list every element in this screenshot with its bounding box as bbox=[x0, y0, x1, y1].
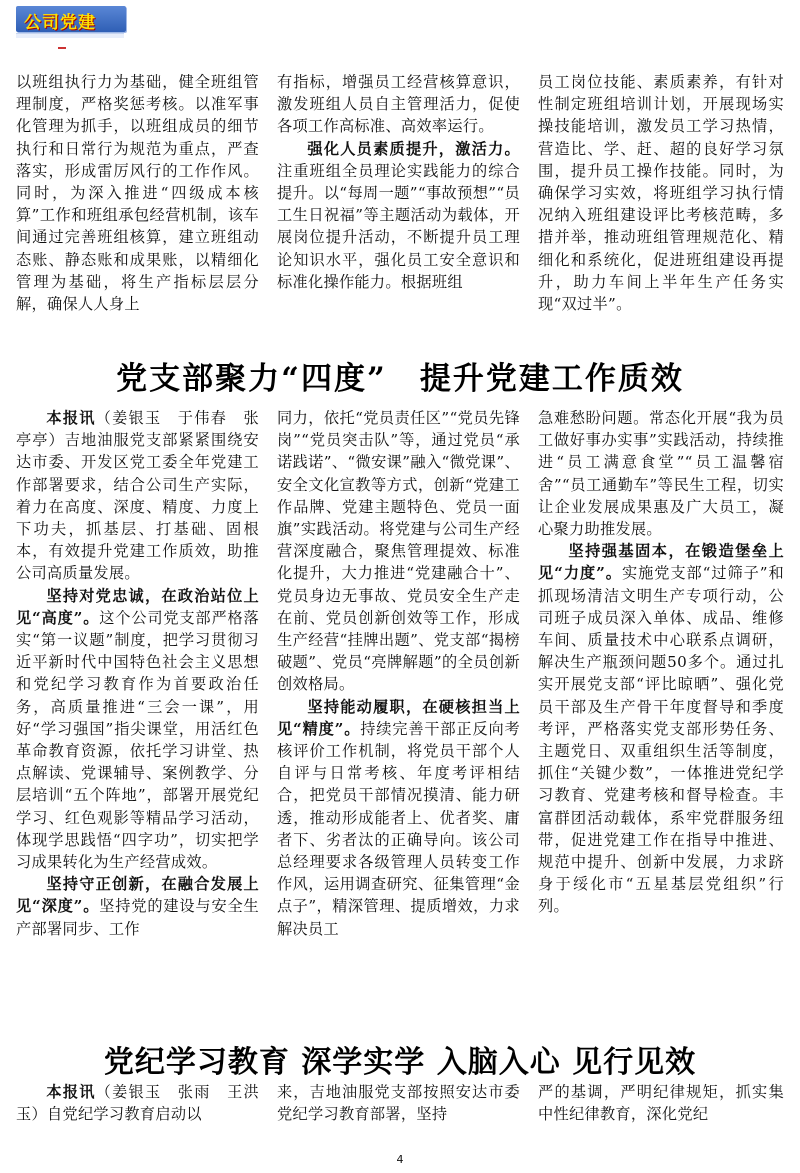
article3-column-2 bbox=[277, 1081, 520, 1125]
article2-subhead-precision: 坚持能动履职，在硬核担当上见“精度”。 bbox=[277, 697, 520, 738]
article3-col2-text: 来，吉地油服党支部按照安达市委党纪学习教育部署，坚持 bbox=[277, 1083, 520, 1124]
header-rule bbox=[16, 33, 124, 38]
article1-col2-paragraph bbox=[277, 138, 520, 293]
article2-col3-text-a: 急难愁盼问题。常态化开展“我为员工做好事办实事”实践活动，持续推进“员工满意食堂”“员工温馨宿舍”“员工通勤车”等民生工程，切实让企业发展成果惠及广大员工，凝心聚力助推发展。 bbox=[538, 409, 784, 539]
article2-strength-text: 实施党支部“过筛子”和抓现场清洁文明生产专项行动，公司班子成员深入单体、成品、维修车间、质量技术中心联系点调研，解决生产瓶颈问题50多个。通过扎实开展党支部“评比晾晒”、强化党员干部及生产骨干年度督导和季度考评，严格落实党支部形势任务、主题党日、双重组织生活等制度，抓住“关键少数”，一体推进党纪学习教育、党建考核和督导检查。丰富群团活动载体，系牢党群服务纽带，促进党建工作在指导中推进、规范中提升、创新中发展，力求跻身于绥化市“五星基层党组织”行列。 bbox=[538, 564, 784, 916]
section-tag-label: 公司党建 bbox=[24, 13, 96, 33]
article3-col3-text: 严的基调，严明纪律规矩，抓实集中性纪律教育，深化党纪 bbox=[538, 1083, 784, 1124]
page-number: 4 bbox=[396, 1153, 404, 1166]
article2-precision-paragraph bbox=[277, 696, 520, 940]
article3-column-1 bbox=[16, 1081, 259, 1125]
article2-height-text: 这个公司党支部严格落实“第一议题”制度，把学习贯彻习近平新时代中国特色社会主义思想和党纪学习教育作为首要政治任务，高质量推进“三会一课”，用好“学习强国”指尖课堂，用活红色革命教育资源，依托学习讲堂、热点解读、党课辅导、案例教学、分层培训“五个阵地”，部署开展党纪学习、红色观影等精品学习活动，体现学思践悟“四字功”，切实把学习成果转化为生产经营成效。 bbox=[16, 608, 259, 872]
article1-col3-text: 员工岗位技能、素质素养，有针对性制定班组培训计划，开展现场实操技能培训，激发员工学习热情，营造比、学、赶、超的良好学习氛围，提升员工操作技能。同时，为确保学习实效，将班组学习执行情况纳入班组建设评比考核范畴，多措并举，推动班组管理规范化、精细化和系统化，促进班组建设再提升，助力车间上半年生产任务实现“双过半”。 bbox=[538, 73, 784, 314]
article3-headline: 党纪学习教育 深学实学 入脑入心 见行见效 bbox=[103, 1045, 697, 1080]
article2-intro-paragraph bbox=[16, 407, 259, 585]
article3-byline-lead: 本报讯 bbox=[46, 1083, 96, 1101]
article1-column-1 bbox=[16, 71, 259, 315]
article2-byline-lead: 本报讯 bbox=[46, 409, 96, 427]
article2-intro-text: （姜银玉 于伟春 张亭亭）吉地油服党支部紧紧围绕安达市委、开发区党工委全年党建工作部署要求，结合公司生产实际，着力在高度、深度、精度、力度上下功夫，抓基层、打基础、固根本，有效提升党建工作质效，助推公司高质量发展。 bbox=[16, 409, 259, 583]
article2-headline: 党支部聚力“四度” 提升党建工作质效 bbox=[116, 361, 684, 397]
article1-col2-text-b: 注重班组全员理论实践能力的综合提升。以“每周一题”“事故预想”“员工生日祝福”等主题活动为载体，开展岗位提升活动，不断提升员工理论知识水平，强化员工安全意识和标准化操作能力。根据班组 bbox=[277, 161, 520, 291]
article1-col2-lead: 强化人员素质提升，激活力。 bbox=[307, 139, 520, 158]
header-accent-mark bbox=[58, 47, 66, 49]
article2-subhead-height: 坚持对党忠诚，在政治站位上见“高度”。 bbox=[16, 586, 259, 627]
article2-subhead-depth: 坚持守正创新，在融合发展上见“深度”。 bbox=[16, 875, 259, 916]
article2-subhead-strength: 坚持强基固本，在锻造堡垒上见“力度”。 bbox=[538, 542, 784, 583]
article2-depth-text: 坚持党的建设与安全生产部署同步、工作 bbox=[16, 897, 259, 938]
article2-col2-text-a: 同力，依托“党员责任区”“党员先锋岗”“党员突击队”等，通过党员“承诺践诺”、“微安课”融入“微党课”、安全文化宣教等方式，创新“党建工作品牌、党建主题特色、党员一面旗”实践活动。将党建与公司生产经营深度融合，聚焦管理提效、标准化提升，大力推进“党建融合十”、党员身边无事故、党员安全生产走在前、党员创新创效等工作，形成生产经营“挂牌出题”、党支部“揭榜破题”、党员“亮牌解题”的全员创新创效格局。 bbox=[277, 409, 520, 694]
article2-strength-paragraph bbox=[538, 540, 784, 917]
article1-column-2 bbox=[277, 71, 520, 293]
article3-column-3 bbox=[538, 1081, 784, 1125]
article1-column-3 bbox=[538, 71, 784, 315]
article3-col1-text: （姜银玉 张雨 王洪玉）自党纪学习教育启动以 bbox=[16, 1083, 259, 1124]
article3-intro-paragraph bbox=[16, 1081, 259, 1125]
article1-col1-text: 以班组执行力为基础，健全班组管理制度，严格奖惩考核。以准军事化管理为抓手，以班组成员的细节执行和日常行为规范为重点，严查落实，形成雷厉风行的工作作风。同时，为深入推进“四级成本核算”工作和班组承包经营机制，该车间通过完善班组核算，建立班组动态账、静态账和成果账，以精细化管理为基础，将生产指标层层分解，确保人人身上 bbox=[16, 73, 259, 314]
article2-column-3 bbox=[538, 407, 784, 918]
article2-height-paragraph bbox=[16, 585, 259, 874]
article2-column-2 bbox=[277, 407, 520, 940]
article2-precision-text: 持续完善干部正反向考核评价工作机制，将党员干部个人自评与日常考核、年度考评相结合，把党员干部情况摸清、能力研透，推动形成能者上、优者奖、庸者下、劣者汰的正确导向。该公司总经理要求各级管理人员转变工作作风，运用调查研究、征集管理“金点子”，精深管理、提质增效，力求解决员工 bbox=[277, 719, 520, 938]
section-tag bbox=[16, 6, 126, 32]
article2-column-1 bbox=[16, 407, 259, 940]
article1-col2-text-a: 有指标，增强员工经营核算意识，激发班组人员自主管理活力，促使各项工作高标准、高效率运行。 bbox=[277, 73, 520, 136]
article2-depth-paragraph bbox=[16, 873, 259, 940]
